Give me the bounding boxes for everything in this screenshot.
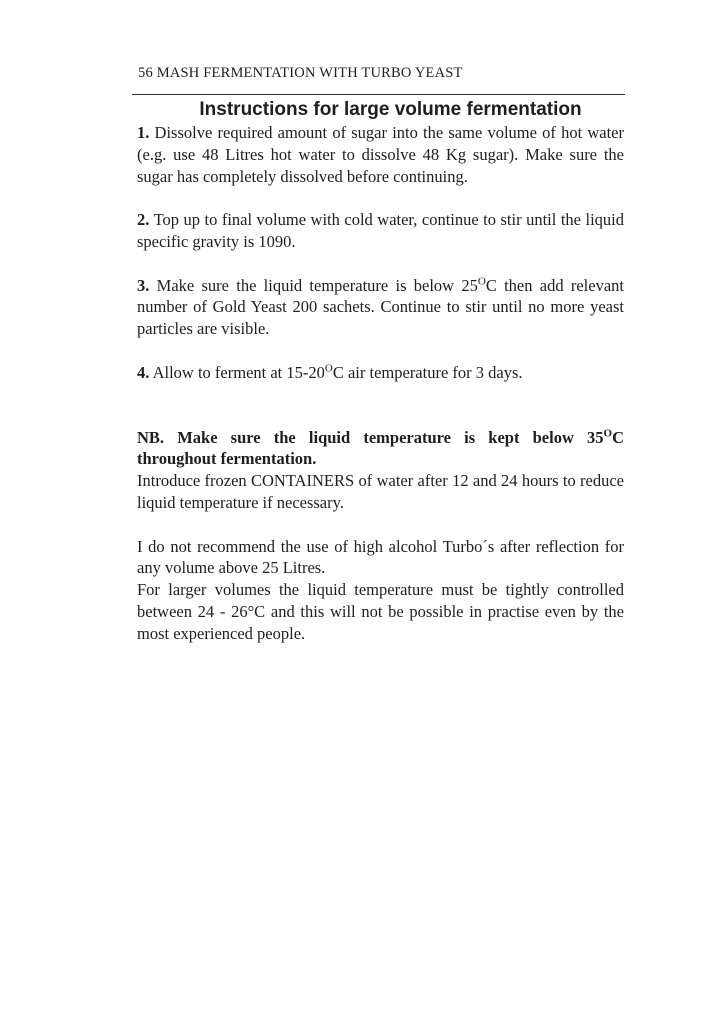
- note-block: [137, 427, 624, 514]
- step-3: [137, 275, 624, 340]
- step-1: [137, 122, 624, 187]
- page: [137, 64, 624, 645]
- note-text: Introduce frozen CONTAINERS of water after 12 and 24 hours to reduce liquid temperature if necessary.: [137, 471, 624, 512]
- header-rule: [132, 94, 625, 95]
- note-warning: [137, 427, 624, 471]
- step-number: 1.: [137, 123, 150, 142]
- recommendation-para-2: For larger volumes the liquid temperature must be tightly controlled between 24 - 26°C and this will not be possible in practise even by the most experienced people.: [137, 580, 624, 643]
- note-bold: C throughout fermentation.: [137, 427, 624, 469]
- step-number: 2.: [137, 210, 150, 230]
- step-text: C then add relevant number of Gold Yeast 200 sachets. Continue to stir until no more yeast particles are visible.: [137, 275, 624, 339]
- step-number: 3.: [137, 275, 150, 295]
- step-text: Make sure the liquid temperature is below 25: [149, 275, 478, 295]
- step-2: [137, 209, 624, 253]
- step-text: Top up to final volume with cold water, continue to stir until the liquid specific gravity is 1090.: [137, 210, 624, 251]
- step-text: Dissolve required amount of sugar into the same volume of hot water (e.g. use 48 Litres hot water to dissolve 48 Kg sugar). Make sure the sugar has completely dissolved before continuing.: [137, 123, 624, 186]
- running-head: 56 MASH FERMENTATION WITH TURBO YEAST: [138, 65, 463, 81]
- step-number: 4.: [137, 362, 150, 382]
- step-4: [137, 362, 624, 384]
- step-text: C air temperature for 3 days.: [332, 362, 523, 382]
- recommendation-para-1: I do not recommend the use of high alcohol Turbo´s after reflection for any volume above 25 Litres.: [137, 536, 624, 578]
- section-title: Instructions for large volume fermentation: [199, 99, 582, 120]
- degree-superscript: O: [324, 362, 333, 375]
- spacer: [137, 514, 624, 536]
- degree-superscript: O: [603, 427, 613, 440]
- note-bold: NB. Make sure the liquid temperature is kept below 35: [137, 427, 604, 447]
- step-text: Allow to ferment at 15-20: [149, 362, 325, 382]
- degree-superscript: O: [477, 275, 486, 288]
